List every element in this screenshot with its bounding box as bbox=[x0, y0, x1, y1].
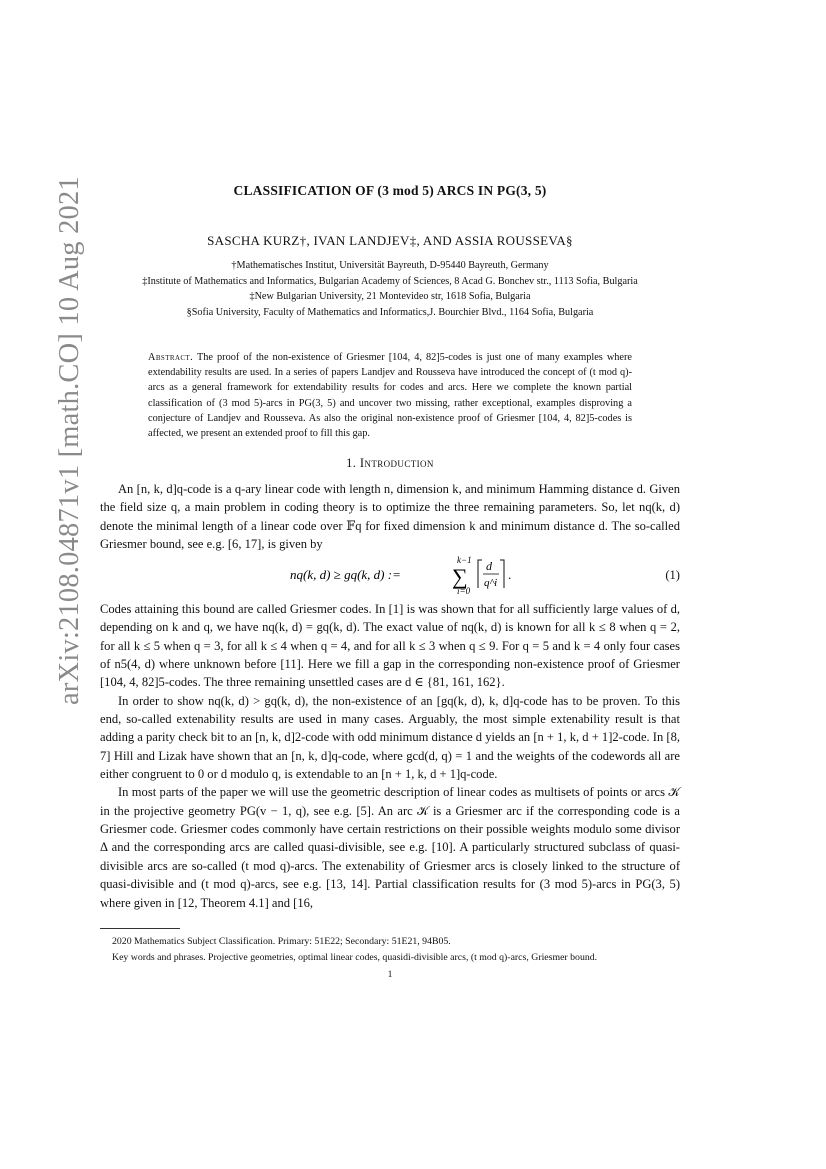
paragraph-text: In order to show nq(k, d) > gq(k, d), the non-existence of an [gq(k, d), k, d]q-code has to be proven. To this end, so-called extenability results are used in many cases. Arguably, the most simple extenability result is that adding a parity check bit to an [n, k, d]2-code with odd minimum distance d yields an [n + 1, k, d + 1]2-code. In [8, 7] Hill and Lizak have shown that an [n, k, d]q-code, where gcd(d, q) = 1 and the weights of the codewords all are either congruent to 0 or d modulo q, is extendable to an [n + 1, k, d + 1]q-code. bbox=[100, 693, 680, 782]
equation-period: . bbox=[508, 567, 512, 582]
section-title: 1. Introduction bbox=[346, 456, 434, 470]
abstract-text: The proof of the non-existence of Griesmer [104, 4, 82]5-codes is just one of many examples where extendability results are used. In a series of papers Landjev and Rousseva have introduced the concept of (t mod q)-arcs as a general framework for extendability results for codes and arcs. Here we complete the known partial classification of (3 mod 5)-arcs in PG(3, 5) and uncover two missing, rather exceptional, examples disproving a conjecture of Landjev and Rousseva. As also the original non-existence proof of Griesmer [104, 4, 82]5-codes is affected, we present an extended proof to fill this gap. bbox=[148, 352, 632, 440]
paragraph-intro bbox=[100, 480, 680, 553]
fraction-denominator: q^i bbox=[484, 577, 498, 589]
affiliation-line: †Mathematisches Institut, Universität Bayreuth, D-95440 Bayreuth, Germany bbox=[231, 260, 549, 271]
abstract-heading: Abstract. bbox=[148, 352, 194, 363]
sum-sigma: ∑ bbox=[452, 564, 468, 589]
paragraph-text: An [n, k, d]q-code is a q-ary linear code with length n, dimension k, and minimum Hamming distance d. Given the field size q, a main problem in coding theory is to optimize the three remaining parameters. So, let nq(k, d) denote the minimal length of a linear code over 𝔽q for fixed dimension k and minimum distance d. The so-called Griesmer bound, see e.g. [6, 17], is given by bbox=[100, 482, 680, 552]
paragraph-text: Codes attaining this bound are called Griesmer codes. In [1] is was shown that for all sufficiently large values of d, depending on k and q, we have nq(k, d) = gq(k, d). The exact value of nq(k, d) is known for all k ≤ 8 when q = 2, for all k ≤ 5 when q = 3, for all k ≤ 4 when q = 4, and for all k ≤ 3 when q ≤ 9. For q = 5 and k = 4 only four cases of n5(4, d) where unknown before [11]. Here we fill a gap in the corresponding non-existence proof of Griesmer [104, 4, 82]5-codes. The three remaining unsettled cases are d ∈ {81, 161, 162}. bbox=[100, 602, 680, 690]
equation-griesmer-bound bbox=[100, 554, 680, 594]
paragraphs-main bbox=[100, 600, 680, 912]
footnotes bbox=[100, 934, 680, 966]
sum-upper-limit: k−1 bbox=[457, 555, 472, 565]
equation-graphic bbox=[290, 554, 590, 594]
ceil-right bbox=[500, 560, 504, 588]
paper-authors: SASCHA KURZ†, IVAN LANDJEV‡, AND ASSIA ROUSSEVA§ bbox=[207, 233, 573, 248]
arxiv-sidebar-stamp bbox=[8, 176, 85, 705]
affiliation-line: ‡New Bulgarian University, 21 Montevideo str, 1618 Sofia, Bulgaria bbox=[249, 291, 531, 303]
affiliation-line: §Sofia University, Faculty of Mathematics and Informatics,J. Bourchier Blvd., 1164 Sofia, Bulgaria bbox=[186, 306, 594, 318]
ceil-left bbox=[478, 560, 482, 588]
affiliation-line: ‡Institute of Mathematics and Informatics, Bulgarian Academy of Sciences, 8 Acad G. Bonchev str., 1113 Sofia, Bulgaria bbox=[142, 275, 638, 287]
footnote-msc: 2020 Mathematics Subject Classification. Primary: 51E22; Secondary: 51E21, 94B05. bbox=[112, 936, 451, 947]
fraction-numerator: d bbox=[486, 559, 492, 573]
sum-lower-limit: i=0 bbox=[457, 586, 471, 594]
paper-title: CLASSIFICATION OF (3 mod 5) ARCS IN PG(3, 5) bbox=[233, 183, 547, 198]
equation-number: (1) bbox=[665, 568, 680, 582]
abstract bbox=[148, 350, 632, 441]
equation-lhs: nq(k, d) ≥ gq(k, d) := bbox=[290, 567, 401, 582]
footnote-keywords: Key words and phrases. Projective geometries, optimal linear codes, quasidi-divisible arcs, (t mod q)-arcs, Griesmer bound. bbox=[112, 952, 598, 963]
page-number: 1 bbox=[387, 969, 393, 980]
affiliations bbox=[100, 258, 680, 320]
paragraph-text: In most parts of the paper we will use the geometric description of linear codes as multisets of points or arcs 𝒦 in the projective geometry PG(v − 1, q), see e.g. [5]. An arc 𝒦 is a Griesmer arc if the corresponding code is a Griesmer code. Griesmer codes commonly have certain restrictions on their possible weights modulo some divisor Δ and the corresponding arcs are called quasi-divisible, see e.g. [10]. A particularly structured subclass of quasi-divisible arcs are so-called (t mod q)-arcs. The extenability of Griesmer arcs is closely linked to the structure of quasi-divisible and (t mod q)-arcs, see e.g. [13, 14]. Partial classification results for (3 mod 5)-arcs in PG(3, 5) where given in [12, Theorem 4.1] and [16, bbox=[100, 785, 680, 910]
arxiv-id: arXiv:2108.04871v1 [math.CO] 10 Aug 2021 bbox=[54, 176, 85, 705]
footnote-rule bbox=[100, 928, 180, 929]
